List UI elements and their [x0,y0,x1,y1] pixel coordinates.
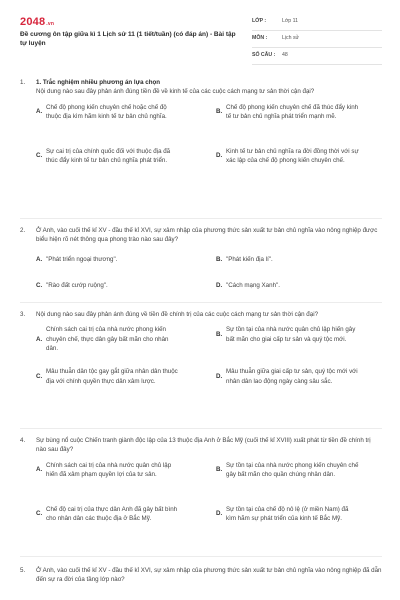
option-b[interactable]: B. "Phát kiến địa lí". [216,255,273,263]
question-3: 3. Nội dung nào sau đây phản ánh đúng về tiền đề chính trị của các cuộc cách mạng tư sản thời cận đại? A. Chính sách cai trị của nhà nước phong kiến chuyên chế, thực dân gây bất mãn cho nhân dân. B. Sự tồn tại của nhà nước quân chủ lập hiến gây bất mãn cho giai cấp tư sản và quý tộc mới. C. Mâu thuẫn dân tộc gay gắt giữa nhân dân thuộc địa với chính quyền thực dân xâm lược. D. Mâu thuẫn giữa giai cấp tư sản, quý tộc mới với nhân dân lao động ngày càng sâu sắc. [20,310,382,419]
option-b[interactable]: B. Sự tồn tại của nhà nước phong kiến chuyên chế gây bất mãn cho quần chúng nhân dân. [216,461,359,478]
question-2: 2. Ở Anh, vào cuối thế kỉ XV - đầu thế kỉ XVI, sự xâm nhập của phương thức sản xuất tư bản chủ nghĩa vào nông nghiệp được biểu hiện rõ nét thông qua phong trào nào sau đây? A. "Phát triển ngoại thương". B. "Phát kiến địa lí". C. "Rào đất cướp ruộng". D. "Cách mạng Xanh". [20,226,382,307]
question-text: Nội dung nào sau đây phản ánh đúng tiền đề về kinh tế của các cuộc cách mạng tư sản thời cận đại? [36,88,315,96]
option-a[interactable]: A. Chính sách cai trị của nhà nước phong kiến chuyên chế, thực dân gây bất mãn cho nhân dân. [36,326,169,352]
option-c[interactable]: C. "Rào đất cướp ruộng". [36,281,108,289]
option-d[interactable]: D. Sự tồn tại của chế độ nô lệ (ở miền Nam) đã kìm hãm sự phát triển của kinh tế Bắc Mỹ. [216,505,349,522]
meta-class: LỚP : Lớp 11 [252,14,382,31]
option-c[interactable]: C. Mâu thuẫn dân tộc gay gắt giữa nhân dân thuộc địa với chính quyền thực dân xâm lược. [36,368,178,385]
question-4: 4. Sự bùng nổ cuộc Chiến tranh giành độc lập của 13 thuộc địa Anh ở Bắc Mỹ (cuối thế kỉ XVIII) xuất phát từ tiền đề chính trị nào sau đây? A. Chính sách cai trị của nhà nước quân chủ lập hiến đã xâm phạm quyền lợi của tư sản. B. Sự tồn tại của nhà nước phong kiến chuyên chế gây bất mãn cho quần chúng nhân dân. C. Chế độ cai trị của thực dân Anh đã gây bất bình cho nhân dân các thuộc địa ở Bắc Mỹ. D. Sự tồn tại của chế độ nô lệ (ở miền Nam) đã kìm hãm sự phát triển của kinh tế Bắc Mỹ. [20,436,382,557]
question-1: 1. 1. Trắc nghiệm nhiều phương án lựa chọn Nội dung nào sau đây phản ánh đúng tiền đề về kinh tế của các cuộc cách mạng tư sản thời cận đại? A. Chế độ phong kiến chuyên chế hoặc chế độ thuộc địa kìm hãm kinh tế tư bản chủ nghĩa. B. Chế độ phong kiến chuyên chế đã thúc đẩy kinh tế tư bản chủ nghĩa phát triển mạnh mẽ. C. Sự cai trị của chính quốc đối với thuộc địa đã thúc đẩy kinh tế tư bản chủ nghĩa phát triển. D. Kinh tế tư bản chủ nghĩa ra đời đồng thời với sự xác lập của chế độ phong kiến chuyên chế. [20,78,382,203]
document-meta [252,14,382,65]
question-5: 5. Ở Anh, vào cuối thế kỉ XV - đầu thế kỉ XVI, sự xâm nhập của phương thức sản xuất tư bản chủ nghĩa vào nông nghiệp đã dẫn đến sự ra đời của tầng lớp nào? [20,567,382,584]
option-a[interactable]: A. "Phát triển ngoại thương". [36,255,118,263]
option-a[interactable]: A. Chế độ phong kiến chuyên chế hoặc chế độ thuộc địa kìm hãm kinh tế tư bản chủ nghĩa. [36,103,167,120]
meta-question-count: SỐ CÂU : 48 [252,48,382,65]
meta-subject: MÔN : Lịch sử [252,31,382,48]
option-b[interactable]: B. Chế độ phong kiến chuyên chế đã thúc đẩy kinh tế tư bản chủ nghĩa phát triển mạnh mẽ. [216,103,359,120]
divider [20,556,382,557]
document-title: Đề cương ôn tập giữa kì 1 Lịch sử 11 (1 tiết/tuần) (có đáp án) - Bài tập tự luyện [20,31,236,48]
question-text: Nội dung nào sau đây phản ánh đúng về tiền đề chính trị của các cuộc cách mạng tư sản thời cận đại? [36,311,319,318]
option-d[interactable]: D. "Cách mạng Xanh". [216,281,280,289]
divider [20,428,382,429]
option-a[interactable]: A. Chính sách cai trị của nhà nước quân chủ lập hiến đã xâm phạm quyền lợi của tư sản. [36,461,172,478]
option-d[interactable]: D. Mâu thuẫn giữa giai cấp tư sản, quý tộc mới với nhân dân lao động ngày càng sâu sắc. [216,368,358,385]
option-c[interactable]: C. Chế độ cai trị của thực dân Anh đã gây bất bình cho nhân dân các thuộc địa ở Bắc Mỹ. [36,505,178,522]
question-text: Ở Anh, vào cuối thế kỉ XV - đầu thế kỉ XVI, sự xâm nhập của phương thức sản xuất tư bản chủ nghĩa vào nông nghiệp được biểu hiện rõ nét thông qua phong trào nào sau đây? [36,227,378,244]
section-label: 1. Trắc nghiệm nhiều phương án lựa chọn [36,79,161,86]
option-b[interactable]: B. Sự tồn tại của nhà nước quân chủ lập hiến gây bất mãn cho giai cấp tư sản và quý tộc mới. [216,326,356,343]
document-header [20,14,382,66]
site-logo[interactable]: 2048.vn [20,16,55,28]
option-c[interactable]: C. Sự cai trị của chính quốc đối với thuộc địa đã thúc đẩy kinh tế tư bản chủ nghĩa phát triển. [36,147,171,164]
divider [20,218,382,219]
divider [20,302,382,303]
question-text: Ở Anh, vào cuối thế kỉ XV - đầu thế kỉ XVI, sự xâm nhập của phương thức sản xuất tư bản chủ nghĩa vào nông nghiệp đã dẫn đến sự ra đời của tầng lớp nào? [36,567,382,584]
option-d[interactable]: D. Kinh tế tư bản chủ nghĩa ra đời đồng thời với sự xác lập của chế độ phong kiến chuyên chế. [216,147,359,164]
question-text: Sự bùng nổ cuộc Chiến tranh giành độc lập của 13 thuộc địa Anh ở Bắc Mỹ (cuối thế kỉ XVIII) xuất phát từ tiền đề chính trị nào sau đây? [36,437,371,454]
